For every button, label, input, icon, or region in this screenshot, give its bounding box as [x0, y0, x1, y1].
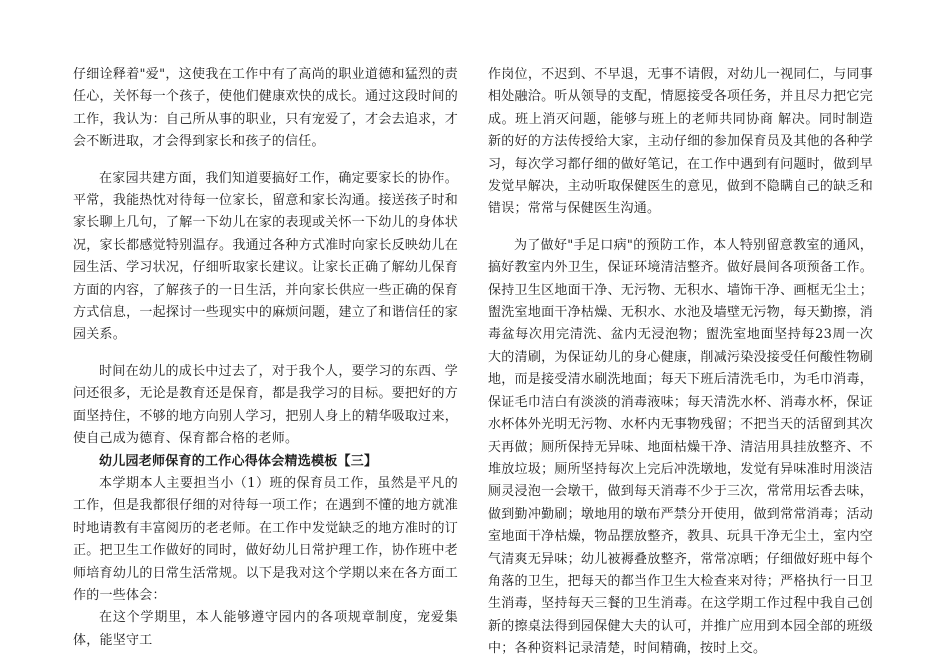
- left-column: [73, 64, 458, 652]
- left-paragraph-1: 仔细诠释着"爱"，这使我在工作中有了高尚的职业道德和猛烈的责任心，关怀每一个孩子，使他们健康欢快的成长。通过这段时间的工作，我认为：自己所从事的职业，只有宠爱了，才会去追求，才会不断进取，才会得到家长和孩子的信任。: [73, 67, 458, 150]
- section-heading: 幼儿园老师保育的工作心得体会精选模板【三】: [99, 453, 378, 469]
- left-paragraph-2: 在家园共建方面，我们知道要搞好工作，确定要家长的协作。平常，我能热忱对待每一位家长，留意和家长沟通。接送孩子时和家长聊上几句，了解一下幼儿在家的表现或关怀一下幼儿的身体状况，家长都感觉特别温存。我通过各种方式准时向家长反映幼儿在园生活、学习状况，仔细听取家长建议。让家长正确了解幼儿保育方面的内容，了解孩子的一日生活，并向家长供应一些正确的保育方式信息，一起探讨一些现实中的麻烦问题，建立了和谐信任的家园关系。: [73, 170, 458, 343]
- right-paragraph-2: 为了做好"手足口病"的预防工作，本人特别留意教室的通风，搞好教室内外卫生，保证环境清洁整齐。做好晨间各项预备工作。保持卫生区地面干净、无污物、无积水、墙饰干净、画框无尘土；盥洗室地面干净枯燥、无积水、水池及墙壁无污物，每天勤擦，消毒盆每次用完清洗、盆内无浸泡物；盥洗室地面坚持每23周一次大的清刷，为保证幼儿的身心健康，削减污染没接受任何酸性物刷地，而是接受清水刷洗地面；每天下班后清洗毛巾，为毛巾消毒，保证毛巾洁白有淡淡的消毒液味；每天清洗水杯、消毒水杯，保证水杯体外光明无污物、水杯内无事物残留；不把当天的活留到其次天再做；厕所保持无异味、地面枯燥干净、清洁用具挂放整齐、不堆放垃圾；厕所坚持每次上完后冲洗墩地，发觉有异味准时用淡洁厕灵浸泡一会墩干，做到每天消毒不少于三次，常常用坛香去味，做到勤冲勤刷；墩地用的墩布严禁分开使用，做到常常消毒；活动室地面干净枯燥，物品摆放整齐，教具、玩具干净无尘土，室内空气清爽无异味；幼儿被褥叠放整齐，常常凉晒；仔细做好班中每个角落的卫生，把每天的都当作卫生大检查来对待；严格执行一日卫生消毒，坚持每天三餐的卫生消毒。在这学期工作过程中我自己创新的擦桌法得到园保健大夫的认可，并推广应用到本园全部的班级中；各种资料记录清楚，时间精确，按时上交。: [488, 237, 873, 657]
- left-paragraph-5: 在这个学期里，本人能够遵守园内的各项规章制度，宠爱集体，能坚守工: [73, 610, 458, 648]
- right-column: [488, 64, 873, 661]
- left-paragraph-3: 时间在幼儿的成长中过去了，对于我个人，要学习的东西、学问还很多，无论是教育还是保育，都是我学习的目标。要把好的方面坚持住，不够的地方向别人学习，把别人身上的精华吸取过来，使自己成为德育、保育都合格的老师。: [73, 363, 458, 447]
- right-paragraph-1: 作岗位，不迟到、不早退，无事不请假，对幼儿一视同仁，与同事相处融洽。听从领导的支配，情愿接受各项任务，并且尽力把它完成。班上消灭问题，能够与班上的老师共同协商 解决。同时制造新的好的方法传授给大家，主动仔细的参加保育员及其他的各种学习，每次学习都仔细的做好笔记，在工作中遇到有问题时，做到早发觉早解决，主动听取保健医生的意见，做到不隐瞒自己的缺乏和错误；常常与保健医生沟通。: [488, 67, 873, 217]
- left-paragraph-4: 本学期本人主要担当小（1）班的保育员工作，虽然是平凡的工作，但是我都很仔细的对待每一项工作；在遇到不懂的地方就准时地请教有丰富阅历的老老师。在工作中发觉缺乏的地方准时的订正。把卫生工作做好的同时，做好幼儿日常护理工作，协作班中老师培育幼儿的日常生活常规。以下是我对这个学期以来在各方面工作的一些体会：: [73, 475, 458, 603]
